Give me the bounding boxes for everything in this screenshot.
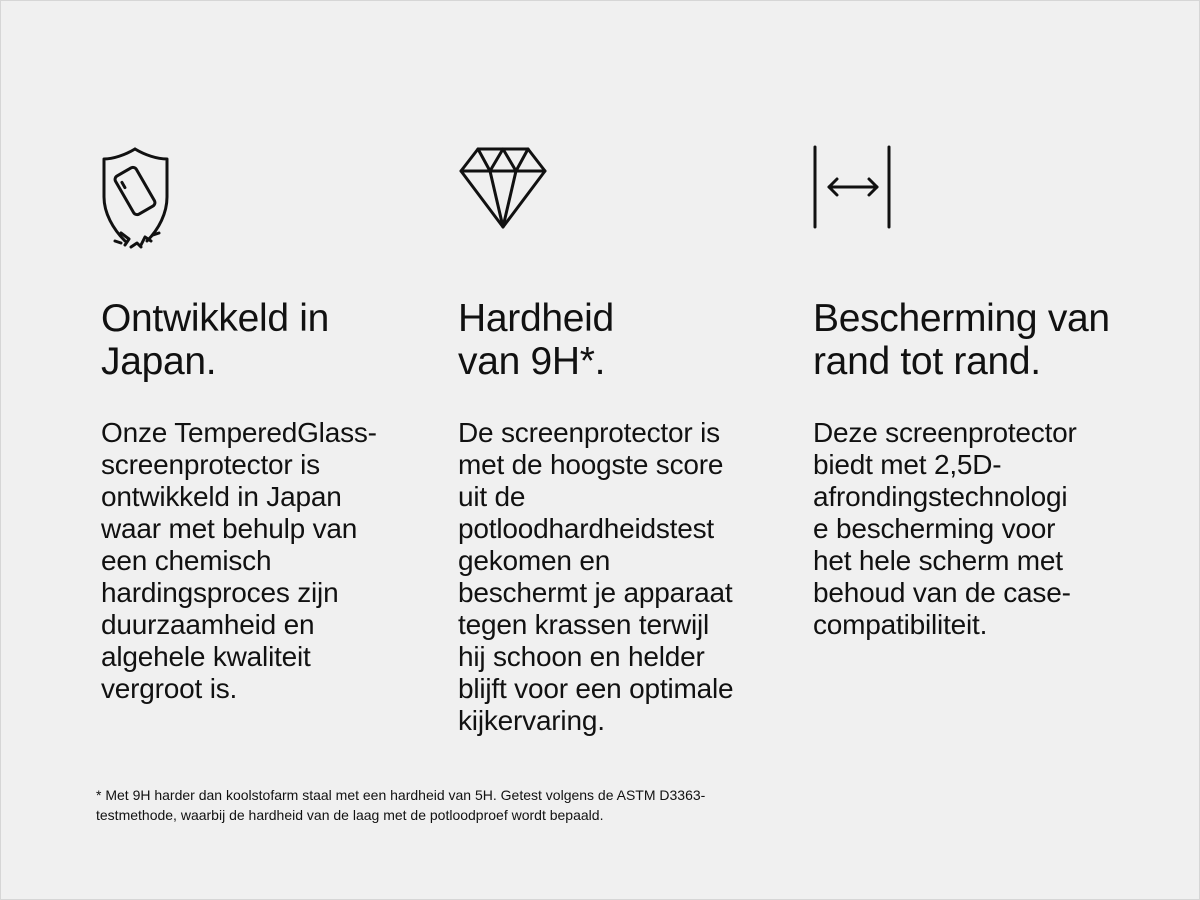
feature-title: Hardheid van 9H*.: [458, 297, 614, 383]
feature-title: Ontwikkeld in Japan.: [101, 297, 330, 383]
feature-title: Bescherming van rand tot rand.: [813, 297, 1110, 383]
feature-description: Deze screenprotector biedt met 2,5D- afrondingstechnologi e bescherming voor het hele scherm met behoud van de case- compatibiliteit.: [813, 417, 1077, 640]
feature-description: Onze TemperedGlass- screenprotector is ontwikkeld in Japan waar met behulp van een chemisch hardingsproces zijn duurzaamheid en algehele kwaliteit vergroot is.: [101, 417, 377, 704]
diamond-icon: [458, 141, 788, 253]
feature-description: De screenprotector is met de hoogste score uit de potloodhardheidstest gekomen en beschermt je apparaat tegen krassen terwijl hij schoon en helder blijft voor een optimale kijkervaring.: [458, 417, 734, 736]
footnote: * Met 9H harder dan koolstofarm staal met een hardheid van 5H. Getest volgens de ASTM D3363- testmethode, waarbij de hardheid van de laag met de potloodproef wordt bepaald.: [96, 787, 706, 823]
feature-hardness: [458, 141, 788, 737]
edge-to-edge-icon: [813, 141, 1143, 253]
feature-edge-to-edge: [813, 141, 1143, 641]
shield-phone-icon: [101, 141, 421, 253]
feature-japan: [101, 141, 421, 705]
